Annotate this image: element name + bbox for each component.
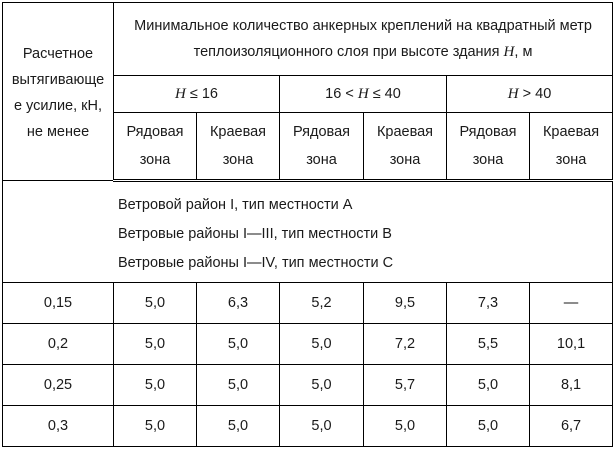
value-cell: 5,0	[197, 324, 280, 365]
range-var: H	[175, 85, 186, 102]
force-cell: 0,3	[3, 406, 114, 447]
value-cell: 5,0	[114, 365, 197, 406]
header-row-title	[3, 3, 613, 76]
value-cell: 5,0	[447, 406, 530, 447]
value-cell: 9,5	[364, 283, 447, 324]
zone-header-ordinary: Рядовая зона	[114, 113, 197, 181]
table-row	[3, 324, 613, 365]
value-cell: 5,0	[114, 406, 197, 447]
value-cell: 5,0	[197, 406, 280, 447]
wind-region-cell	[3, 181, 613, 283]
title-prefix: Минимальное количество анкерных креплений на квадратный метр теплоизоляционного слоя при высоте здания	[134, 18, 592, 60]
range-header-mid: 16 < H ≤ 40	[280, 76, 447, 113]
value-cell: 7,2	[364, 324, 447, 365]
value-cell: 7,3	[447, 283, 530, 324]
value-cell: 6,7	[530, 406, 613, 447]
wind-region-line: Ветровой район I, тип местности А	[118, 196, 353, 213]
value-cell: 6,3	[197, 283, 280, 324]
zone-header-edge: Краевая зона	[197, 113, 280, 181]
value-cell: 5,0	[447, 365, 530, 406]
table-row	[3, 406, 613, 447]
anchor-count-table	[2, 2, 613, 447]
param-header-label: Расчетное вытягивающе е усилие, кН, не менее	[11, 45, 105, 140]
zone-header-edge: Краевая зона	[530, 113, 613, 181]
value-cell: 10,1	[530, 324, 613, 365]
value-cell: 5,2	[280, 283, 364, 324]
range-header-high: H > 40	[447, 76, 613, 113]
title-height-var: H	[503, 44, 515, 60]
value-cell: 5,0	[364, 406, 447, 447]
title-suffix: , м	[514, 44, 533, 60]
wind-region-line: Ветровые районы I—III, тип местности В	[118, 225, 392, 242]
param-header-cell	[3, 3, 114, 181]
region-row	[3, 181, 613, 283]
value-cell: 5,5	[447, 324, 530, 365]
force-cell: 0,15	[3, 283, 114, 324]
value-cell: 5,0	[280, 406, 364, 447]
zone-header-edge: Краевая зона	[364, 113, 447, 181]
range-header-low: H ≤ 16	[114, 76, 280, 113]
value-cell: 5,7	[364, 365, 447, 406]
zone-header-ordinary: Рядовая зона	[280, 113, 364, 181]
range-var: H	[507, 85, 519, 102]
wind-region-line: Ветровые районы I—IV, тип местности С	[118, 254, 394, 271]
range-var: H	[357, 85, 369, 102]
table-row	[3, 283, 613, 324]
table-row	[3, 365, 613, 406]
value-cell: 5,0	[197, 365, 280, 406]
force-cell: 0,2	[3, 324, 114, 365]
value-cell: 5,0	[114, 283, 197, 324]
force-cell: 0,25	[3, 365, 114, 406]
value-cell: 8,1	[530, 365, 613, 406]
zone-header-ordinary: Рядовая зона	[447, 113, 530, 181]
value-cell: 5,0	[280, 365, 364, 406]
value-cell: —	[530, 283, 613, 324]
title-header-cell	[114, 3, 613, 76]
value-cell: 5,0	[114, 324, 197, 365]
value-cell: 5,0	[280, 324, 364, 365]
